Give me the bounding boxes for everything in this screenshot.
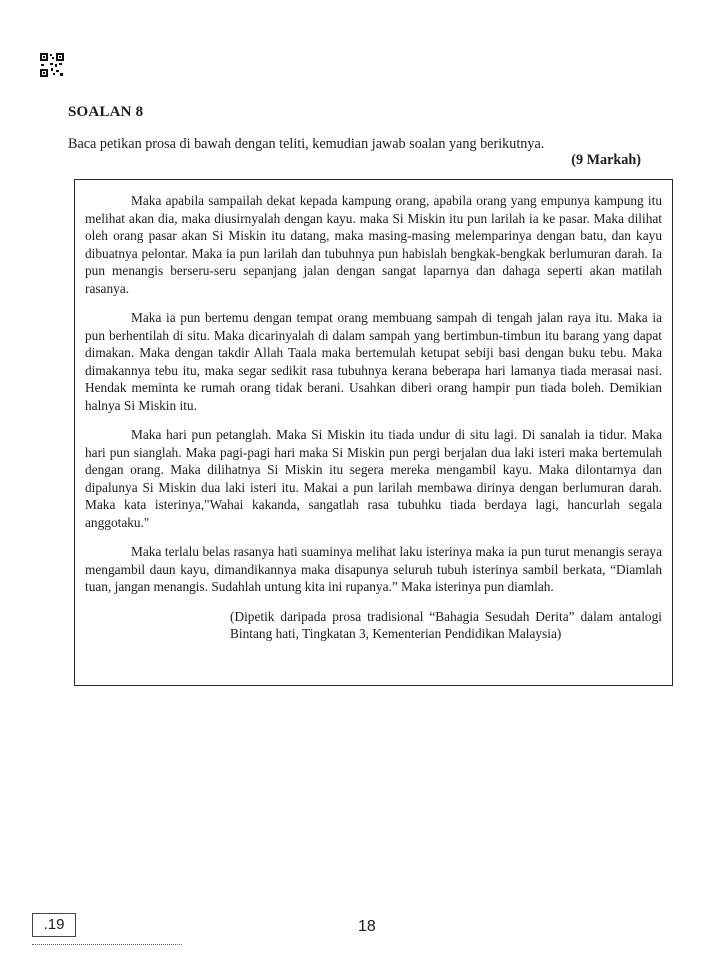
qr-code-icon — [40, 53, 64, 77]
passage-paragraph-3: Maka hari pun petanglah. Maka Si Miskin itu tiada undur di situ lagi. Di sanalah ia tidur. Maka hari pun sianglah. Maka pagi-pagi hari maka Si Miskin pun pergi berjalan dua laki isteri maka bertemulah dengan orang. Maka dilihatnya Si Miskin itu segera mereka mengambil kayu. Maka dilontarnya dan dipalunya Si Miskin dua laki isteri itu. Makai a pun larilah membawa dirinya dengan berlumuran darah. Maka kata isterinya,"Wahai kakanda, sangatlah rasa tubuhku tiada berdaya lagi, hancurlah segala anggotaku." — [85, 427, 662, 530]
passage-box — [74, 179, 673, 686]
passage-source-citation: (Dipetik daripada prosa tradisional “Bahagia Sesudah Derita” dalam antalogi Bintang hati, Tingkatan 3, Kementerian Pendidikan Malaysia) — [230, 608, 662, 641]
marks-label: (9 Markah) — [571, 152, 641, 168]
passage-paragraph-1: Maka apabila sampailah dekat kepada kampung orang, apabila orang yang empunya kampung itu melihat akan dia, maka diusirnyalah dengan kayu. maka Si Miskin itu pun larilah ia ke pasar. Maka dilihat oleh orang pasar akan Si Miskin itu datang, maka masing-masing melemparinya dengan batu, dan kayu dibuatnya pelontar. Maka ia pun larilah dan tubuhnya pun habislah bengkak-bengkak berlumuran darah. Ia pun menangis berseru-seru sepanjang jalan dengan sangat laparnya dan dahaga seperti akan matilah rasanya. — [85, 193, 662, 296]
question-instruction: Baca petikan prosa di bawah dengan teliti, kemudian jawab soalan yang berikutnya. — [68, 136, 545, 152]
footer-dotted-line — [32, 944, 182, 947]
question-title: SOALAN 8 — [68, 104, 144, 120]
page-number: 18 — [358, 918, 376, 935]
passage-paragraph-2: Maka ia pun bertemu dengan tempat orang membuang sampah di tengah jalan raya itu. Maka ia pun berhentilah di situ. Maka dicarinyalah di dalam sampah yang bertimbun-timbun itu barang yang dapat dimakan. Maka dengan takdir Allah Taala maka bertemulah ketupat sebiji basi dengan buku tebu. Maka dimakannya tebu itu, maka segar sedikit rasa tubuhnya kerana beberapa hari lamanya tiada merasai nasi. Hendak meminta ke rumah orang tidak berani. Usahkan diberi orang hampir pun tiada boleh. Demikian halnya Si Miskin itu. — [85, 310, 662, 413]
passage-paragraph-4: Maka terlalu belas rasanya hati suaminya melihat laku isterinya maka ia pun turut menangis seraya mengambil daun kayu, dimandikannya maka disapunya seluruh tubuh isterinya sambil berkata, “Diamlah tuan, jangan menangis. Sudahlah untung kita ini rupanya.” Maka isterinya pun diamlah. — [85, 544, 662, 594]
footer-code-box: .19 — [32, 913, 76, 937]
